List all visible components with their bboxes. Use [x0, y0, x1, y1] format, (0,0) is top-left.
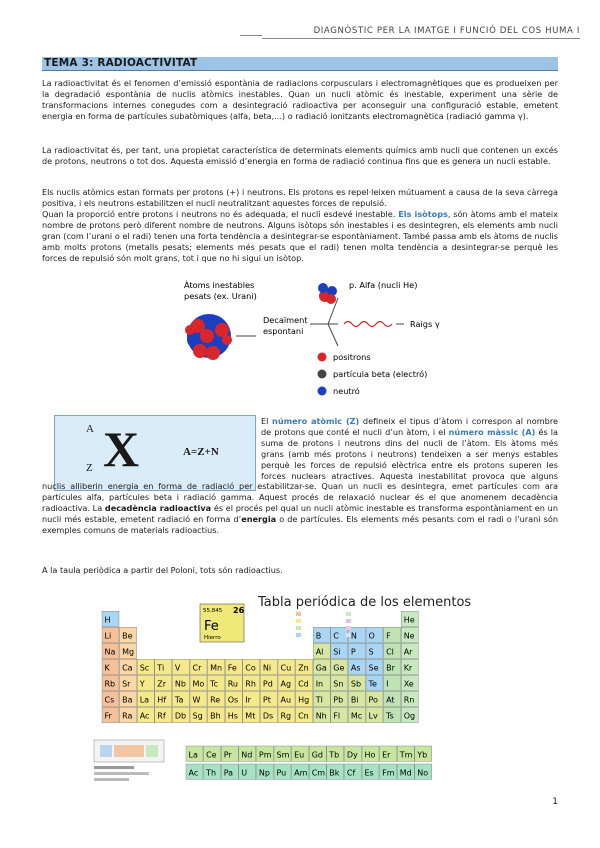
element-symbol: Mg: [122, 647, 135, 657]
label-decay-1: Decaïment: [263, 315, 308, 325]
element-symbol: V: [174, 663, 181, 673]
element-symbol: Pm: [258, 750, 272, 760]
element-symbol: Hf: [157, 695, 167, 705]
energy-term: energia: [241, 514, 277, 525]
element-symbol: Ts: [386, 711, 394, 721]
radioactive-decay-diagram: [178, 274, 468, 410]
element-symbol: Ag: [280, 679, 292, 689]
periodic-table-image: [86, 590, 526, 800]
label-unstable-2: pesats (ex. Urani): [184, 291, 257, 301]
element-symbol: Cd: [298, 679, 309, 689]
element-symbol: Fl: [333, 711, 341, 721]
sample-symbol: Fe: [204, 619, 219, 634]
element-symbol: Zr: [157, 679, 167, 689]
element-symbol: Ca: [122, 663, 133, 673]
element-symbol: Rg: [280, 711, 292, 721]
page-header: DIAGNÒSTIC PER LA IMATGE I FUNCIÓ DEL COS HUMA I: [262, 26, 580, 39]
element-symbol: Rf: [157, 711, 166, 721]
paragraph-5-text-e: o de partícules. Els elements més pesants com el radi o l’urani són exemples comuns de materials radioactius.: [42, 514, 558, 536]
element-symbol: B: [315, 631, 322, 641]
arrow-particles: [328, 324, 338, 346]
element-symbol: Pb: [333, 695, 344, 705]
paragraph-4-text-a: Quan la proporció entre protons i neutrons no és adequada, el nucli esdevé inestable.: [42, 209, 396, 219]
element-symbol: As: [350, 663, 361, 673]
element-symbol: Lv: [368, 711, 378, 721]
element-symbol: Pu: [276, 768, 287, 778]
element-symbol: S: [368, 647, 374, 657]
label-alpha: p. Alfa (nucli He): [349, 280, 418, 290]
label-gamma: Raigs γ: [410, 319, 440, 329]
paragraph-5: [42, 416, 558, 536]
element-symbol: Np: [258, 768, 270, 778]
element-symbol: Ar: [403, 647, 413, 657]
periodic-table-title: Tabla periódica de los elementos: [258, 595, 472, 610]
label-positron: positrons: [333, 352, 371, 362]
element-symbol: Be: [122, 631, 133, 641]
element-symbol: N: [350, 631, 357, 641]
element-symbol: Kr: [403, 663, 413, 673]
page-number: 1: [552, 797, 558, 807]
paragraph-5-text-c: és la suma de protons i neutrons dins del nucli de l’àtom. Els àtoms més grans (amb més protons i neutrons) tendeixen a ser menys estables perquè les forces de repulsió elèctrica entre els protons superen les forces nuclears atractives. Aquesta inestabilitat provoca que alguns nuclis alliberin energia en forma de radiació per estabilitzar-se. Quan un nucli es desintegra, emet partícules com ara partícules alfa, partícules beta i radiació gamma. Aquest procés de relaxació nuclear és el que anomenem decadència radioactiva. La: [42, 426, 559, 514]
element-symbol: Y: [139, 679, 145, 689]
element-symbol: Sm: [276, 750, 290, 760]
element-symbol: Tl: [315, 695, 323, 705]
element-symbol: Sb: [350, 679, 362, 689]
element-symbol: Ac: [139, 711, 150, 721]
element-symbol: Tb: [329, 750, 340, 760]
element-symbol: Tm: [399, 750, 413, 760]
element-symbol: Co: [245, 663, 256, 673]
element-symbol: Ba: [122, 695, 133, 705]
header-rule: [240, 35, 262, 36]
element-symbol: In: [315, 679, 324, 689]
paragraph-6: A la taula periòdica a partir del Poloni, tots són radioactius.: [42, 565, 283, 575]
element-symbol: Mn: [210, 663, 223, 673]
element-symbol: Fr: [104, 711, 112, 721]
label-neutron: neutró: [333, 386, 360, 396]
element-symbol: Si: [333, 647, 341, 657]
element-symbol: Db: [174, 711, 187, 721]
element-symbol: Te: [368, 679, 377, 689]
paragraph-5-text-d: és el procés pel qual un nucli atòmic inestable es transforma espontàniament en un nucli més estable, emetent radiació en forma d’: [42, 503, 558, 525]
element-symbol: At: [386, 695, 395, 705]
element-symbol: Og: [403, 711, 416, 721]
mass-number-term: número màssic (A): [448, 426, 536, 437]
label-decay-2: espontani: [263, 326, 304, 336]
element-symbol: Pa: [223, 768, 234, 778]
element-symbol: Ra: [122, 711, 133, 721]
element-symbol: Pr: [223, 750, 232, 760]
element-symbol: Tc: [210, 679, 219, 689]
element-symbol: Sn: [333, 679, 344, 689]
element-symbol: C: [333, 631, 339, 641]
element-symbol: Rb: [104, 679, 116, 689]
element-symbol: Eu: [294, 750, 305, 760]
element-symbol: W: [192, 695, 201, 705]
element-symbol: Sr: [122, 679, 131, 689]
element-symbol: Gd: [311, 750, 323, 760]
section-title: TEMA 3: RADIOACTIVITAT: [44, 57, 198, 69]
element-symbol: Nd: [241, 750, 253, 760]
element-symbol: Rn: [403, 695, 415, 705]
element-symbol: Ti: [157, 663, 165, 673]
element-symbol: Cf: [346, 768, 356, 778]
positron-dot: [318, 353, 327, 362]
element-symbol: Ac: [188, 768, 199, 778]
element-symbol: Ta: [174, 695, 184, 705]
element-symbol: Bh: [210, 711, 221, 721]
element-symbol: H: [104, 615, 111, 625]
paragraph-1: La radioactivitat és el fenomen d’emissió espontània de radiacions corpusculars i electromagnètiques que es produeixen per la degradació espontània de nuclis atòmics inestables. Quan un nucli atòmic és inestable, experiment una sèrie de transformacions internes conegudes com a desintegració radioactiva per aconseguir una configuració estable, emetent energia en forma de partícules subatòmiques (alfa, beta,...) o radiació ionitzants electromagnètica (radiació gamma γ).: [42, 78, 558, 121]
beta-dot: [318, 370, 327, 379]
paragraph-3: Els nuclis atòmics estan formats per protons (+) i neutrons. Els protons es repel·leixen mútuament a causa de la seva càrrega positiva, i els neutrons estabilitzen el nucli neutralitzant aquestes forces de repulsió.: [42, 187, 558, 208]
element-symbol: Dy: [346, 750, 358, 760]
element-symbol: Am: [294, 768, 308, 778]
element-symbol: Ds: [262, 711, 274, 721]
element-symbol: K: [104, 663, 110, 673]
element-symbol: Br: [386, 663, 395, 673]
atomic-number-term: número atòmic (Z): [272, 416, 360, 426]
element-symbol: Li: [104, 631, 112, 641]
element-symbol: I: [386, 679, 389, 689]
element-symbol: P: [350, 647, 356, 657]
element-symbol: Re: [210, 695, 221, 705]
element-symbol: Ni: [262, 663, 272, 673]
element-symbol: Mo: [192, 679, 205, 689]
element-symbol: Mt: [245, 711, 256, 721]
element-symbol: Ir: [245, 695, 251, 705]
element-symbol: Cr: [192, 663, 202, 673]
sample-number: 26: [233, 606, 245, 615]
element-symbol: Se: [368, 663, 379, 673]
element-symbol: Er: [382, 750, 391, 760]
neutron-dot: [318, 387, 327, 396]
element-symbol: Cn: [298, 711, 309, 721]
element-symbol: Xe: [403, 679, 414, 689]
element-symbol: Os: [227, 695, 239, 705]
element-symbol: Al: [315, 647, 324, 657]
element-symbol: Cl: [386, 647, 394, 657]
element-symbol: Ne: [403, 631, 415, 641]
element-symbol: Ga: [315, 663, 327, 673]
element-symbol: Sg: [192, 711, 203, 721]
radioactive-decay-term: decadència radioactiva: [104, 503, 212, 514]
paragraph-2: La radioactivitat és, per tant, una propietat característica de determinats elements químics amb nucli que contenen un excés de protons, neutrons o tot dos. Aquesta emissió d’energia en forma de radiació continua fins que es genera un nucli estable.: [42, 145, 558, 166]
element-symbol: Es: [364, 768, 374, 778]
element-symbol: Zn: [298, 663, 309, 673]
element-symbol: Na: [104, 647, 116, 657]
element-symbol: Nb: [174, 679, 186, 689]
element-symbol: Th: [206, 768, 217, 778]
element-symbol: No: [417, 768, 429, 778]
paragraph-4: [42, 209, 558, 264]
unstable-nucleus: [185, 314, 232, 360]
element-symbol: Hs: [227, 711, 238, 721]
element-symbol: U: [241, 768, 248, 778]
paragraph-5-text-b: defineix el tipus d’àtom i correspon al nombre de protons que conté el nucli d’un àtom, i el: [261, 416, 558, 437]
element-symbol: La: [188, 750, 198, 760]
element-symbol: Fe: [227, 663, 237, 673]
element-symbol: Bi: [350, 695, 359, 705]
isotopes-term: Els isòtops: [398, 209, 448, 219]
element-symbol: O: [368, 631, 375, 641]
element-symbol: La: [139, 695, 150, 705]
element-symbol: Yb: [417, 750, 428, 760]
sample-name: Hierro: [204, 635, 221, 641]
element-symbol: Cu: [280, 663, 292, 673]
paragraph-4-text-b: , són àtoms amb el mateix nombre de protons però diferent nombre de neutrons. Alguns isòtops són inestables i es desintegren, els elements amb nucli gran (com l’urani o el radi) tenen una forta tendència a desintegrar-se espontàniament. També passa amb els àtoms de nuclis amb molts protons (metalls pesats; elements més pesats que el radi) tenen molta tendència a desintegrar-se perquè les forces de repulsió són molt grans, tot i que no hi sigui un isòtop.: [42, 209, 558, 263]
mass-number-symbol: A: [86, 423, 94, 435]
element-symbol: Po: [368, 695, 378, 705]
element-symbol: Pd: [262, 679, 273, 689]
element-symbol: Bk: [329, 768, 340, 778]
label-unstable-1: Àtoms inestables: [184, 280, 255, 290]
element-symbol: Hg: [298, 695, 310, 705]
element-symbol: Ge: [333, 663, 345, 673]
element-symbol: Ce: [206, 750, 217, 760]
element-symbol: Ho: [364, 750, 376, 760]
element-symbol: Fm: [382, 768, 395, 778]
label-beta: partícula beta (electró): [333, 369, 428, 379]
element-symbol: He: [403, 615, 415, 625]
element-symbol: Cs: [104, 695, 115, 705]
paragraph-5-text-a: El: [261, 416, 269, 426]
element-symbol: Nh: [315, 711, 327, 721]
element-symbol: F: [386, 631, 391, 641]
atomic-number-symbol: Z: [86, 462, 93, 474]
alpha-particle: [318, 283, 337, 304]
element-symbol: Ru: [227, 679, 238, 689]
element-symbol: Rh: [245, 679, 256, 689]
element-symbol: Mc: [350, 711, 363, 721]
section-title-bar: [42, 57, 558, 71]
element-symbol: Md: [399, 768, 412, 778]
mass-formula: A=Z+N: [183, 446, 219, 458]
element-symbol: Cm: [311, 768, 326, 778]
element-symbol: Sc: [139, 663, 150, 673]
gamma-wave: [344, 322, 392, 327]
element-symbol: Au: [280, 695, 292, 705]
element-symbol: Pt: [262, 695, 271, 705]
sample-element-card: [200, 604, 245, 642]
sample-mass: 55.845: [203, 608, 223, 614]
element-symbol-x: X: [103, 421, 140, 477]
